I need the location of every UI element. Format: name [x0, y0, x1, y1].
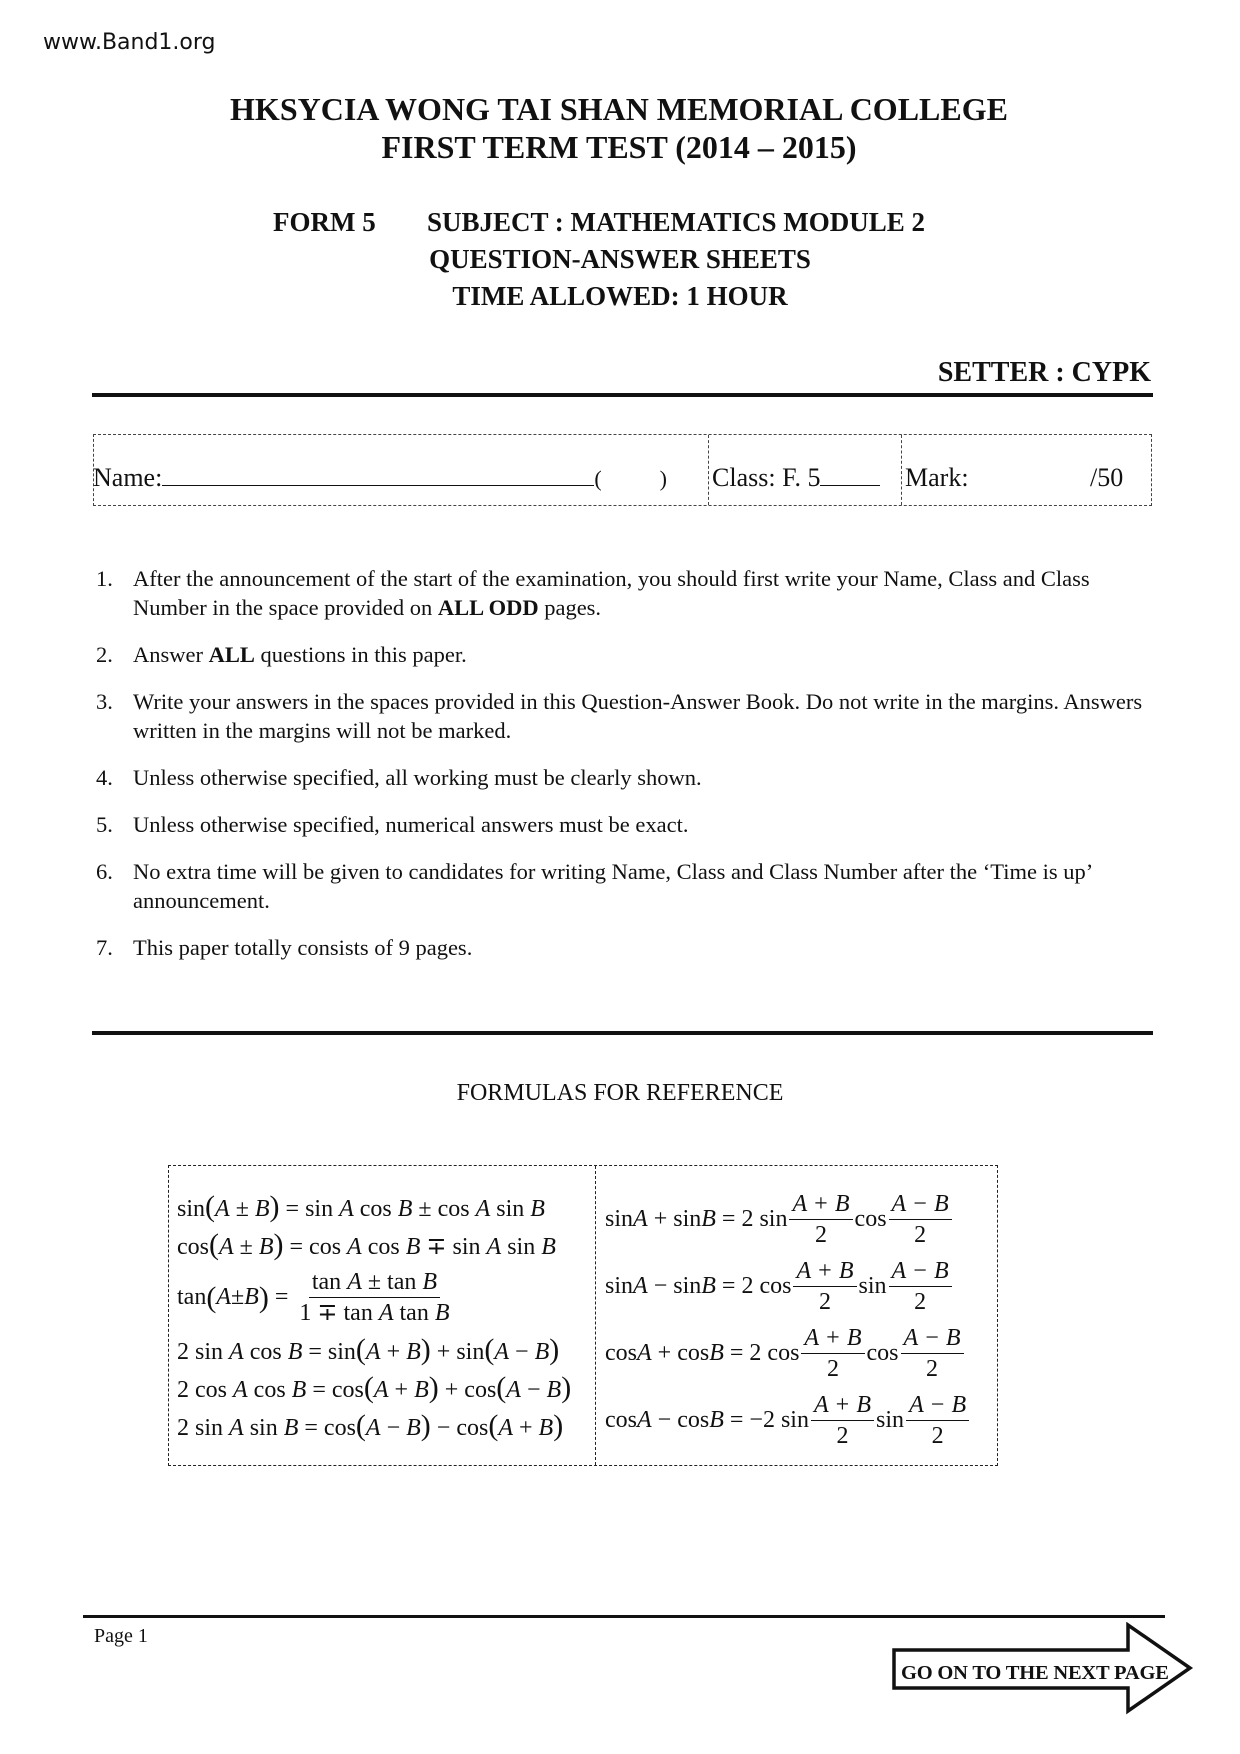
class-label: Class: F. 5 — [712, 463, 821, 492]
formula-column-divider — [595, 1166, 596, 1465]
formula-2cosAcosB: 2 cos A cos B = cos(A + B) + cos(A − B) — [177, 1371, 572, 1404]
instruction-text: Write your answers in the spaces provided in this Question-Answer Book. Do not write in the margins. Answers written in the margins will not be marked. — [133, 689, 1143, 743]
instruction-item — [96, 640, 1156, 669]
formula-cosA-minus-cosB: cos A − cos B = −2 sin $\frac{A + B}{2}$ sin $\frac{A - B}{2}$ — [605, 1387, 971, 1454]
fraction-denominator: 2 — [914, 1222, 927, 1248]
instructions-list — [96, 564, 1156, 980]
fraction-numerator: A − B — [901, 1323, 964, 1354]
fraction-numerator: A + B — [793, 1256, 856, 1287]
formula-2sinAcosB: 2 sin A cos B = sin(A + B) + sin(A − B) — [177, 1333, 560, 1366]
class-number-open: ( — [594, 466, 602, 491]
fraction-numerator: A − B — [906, 1390, 969, 1421]
class-field[interactable] — [820, 465, 880, 486]
instruction-item — [96, 564, 1156, 622]
instruction-item — [96, 687, 1156, 745]
instruction-number: 2. — [96, 642, 113, 667]
name-field[interactable] — [162, 465, 594, 486]
time-allowed: TIME ALLOWED: 1 HOUR — [452, 281, 788, 311]
fraction-numerator: A + B — [811, 1390, 874, 1421]
header-divider — [92, 393, 1153, 397]
formula-tan-sum: tan ( A ± B ) = $\frac{\text{tan A ± tan B}}{\text{1 ∓ tan A tan B}}$ — [177, 1269, 450, 1326]
paper-type: QUESTION-ANSWER SHEETS — [429, 244, 811, 274]
instruction-item — [96, 933, 1156, 962]
exam-title: FIRST TERM TEST (2014 – 2015) — [381, 129, 857, 165]
section-divider — [92, 1031, 1153, 1035]
formula-2sinAsinB: 2 sin A sin B = cos(A − B) − cos(A + B) — [177, 1409, 564, 1442]
instruction-number: 4. — [96, 765, 113, 790]
formulas-title: FORMULAS FOR REFERENCE — [456, 1080, 784, 1106]
instruction-text: questions in this paper. — [254, 642, 467, 667]
fraction-denominator: 2 — [818, 1289, 831, 1315]
formula-column-left — [177, 1188, 571, 1445]
fraction-numerator: A − B — [889, 1189, 952, 1220]
instruction-item — [96, 857, 1156, 915]
instruction-emphasis: ALL ODD — [437, 595, 539, 620]
class-number-close: ) — [659, 466, 667, 491]
next-page-arrow — [892, 1622, 1197, 1718]
instruction-text: Unless otherwise specified, all working must be clearly shown. — [133, 765, 702, 790]
fraction-numerator: A − B — [889, 1256, 952, 1287]
instruction-emphasis: ALL — [208, 642, 255, 667]
fraction-denominator: 2 — [926, 1356, 939, 1382]
watermark-url: www.Band1.org — [43, 30, 216, 55]
fraction-numerator: A + B — [789, 1189, 852, 1220]
formula-box — [168, 1165, 998, 1466]
fraction-denominator: 2 — [931, 1423, 944, 1449]
instruction-text: No extra time will be given to candidates for writing Name, Class and Class Number after the ‘Time is up’ announcement. — [133, 859, 1092, 913]
mark-label: Mark: — [905, 463, 969, 492]
instruction-number: 3. — [96, 689, 113, 714]
formula-cos-sum: cos(A ± B) = cos A cos B ∓ sin A sin B — [177, 1228, 556, 1261]
fraction-numerator: A + B — [801, 1323, 864, 1354]
instruction-item — [96, 763, 1156, 792]
form-level: FORM 5 — [273, 207, 376, 237]
fraction-denominator: 2 — [826, 1356, 839, 1382]
student-info-box — [93, 434, 1152, 506]
name-label: Name: — [93, 463, 163, 492]
subject-title: SUBJECT : MATHEMATICS MODULE 2 — [427, 207, 926, 237]
formula-sin-sum: sin(A ± B) = sin A cos B ± cos A sin B — [177, 1190, 545, 1223]
footer-divider — [83, 1615, 1165, 1618]
instruction-number: 7. — [96, 935, 113, 960]
instruction-text: This paper totally consists of 9 pages. — [133, 935, 473, 960]
name-cell — [94, 435, 708, 505]
instruction-text: Answer — [133, 642, 209, 667]
fraction-denominator: 2 — [914, 1289, 927, 1315]
instruction-text: pages. — [538, 595, 602, 620]
fraction-denominator: 2 — [815, 1222, 827, 1248]
class-cell — [708, 435, 902, 505]
instruction-text: Unless otherwise specified, numerical answers must be exact. — [133, 812, 689, 837]
setter: SETTER : CYPK — [937, 357, 1151, 388]
instruction-item — [96, 810, 1156, 839]
next-page-label: GO ON TO THE NEXT PAGE — [901, 1662, 1169, 1684]
formula-cosA-plus-cosB: cos A + cos B = 2 cos $\frac{A + B}{2}$ cos $\frac{A - B}{2}$ — [605, 1320, 971, 1387]
instruction-number: 6. — [96, 859, 113, 884]
page-number: Page 1 — [94, 1625, 148, 1647]
formula-sinA-minus-sinB: sin A − sin B = 2 cos $\frac{A + B}{2}$ sin $\frac{A - B}{2}$ — [605, 1253, 971, 1320]
mark-cell — [901, 435, 1153, 505]
instruction-text: After the announcement of the start of the examination, you should first write your Name, Class and Class Number in the space provided on — [133, 566, 1090, 620]
mark-total: /50 — [1090, 463, 1124, 492]
instruction-number: 1. — [96, 566, 113, 591]
formula-column-right — [605, 1186, 971, 1454]
school-name: HKSYCIA WONG TAI SHAN MEMORIAL COLLEGE — [230, 91, 1008, 127]
instruction-number: 5. — [96, 812, 113, 837]
fraction-denominator: 2 — [836, 1423, 849, 1449]
formula-sinA-plus-sinB: sin A + sin B = 2 sin $\frac{A + B}{2}$ cos $\frac{A - B}{2}$ — [605, 1186, 971, 1253]
